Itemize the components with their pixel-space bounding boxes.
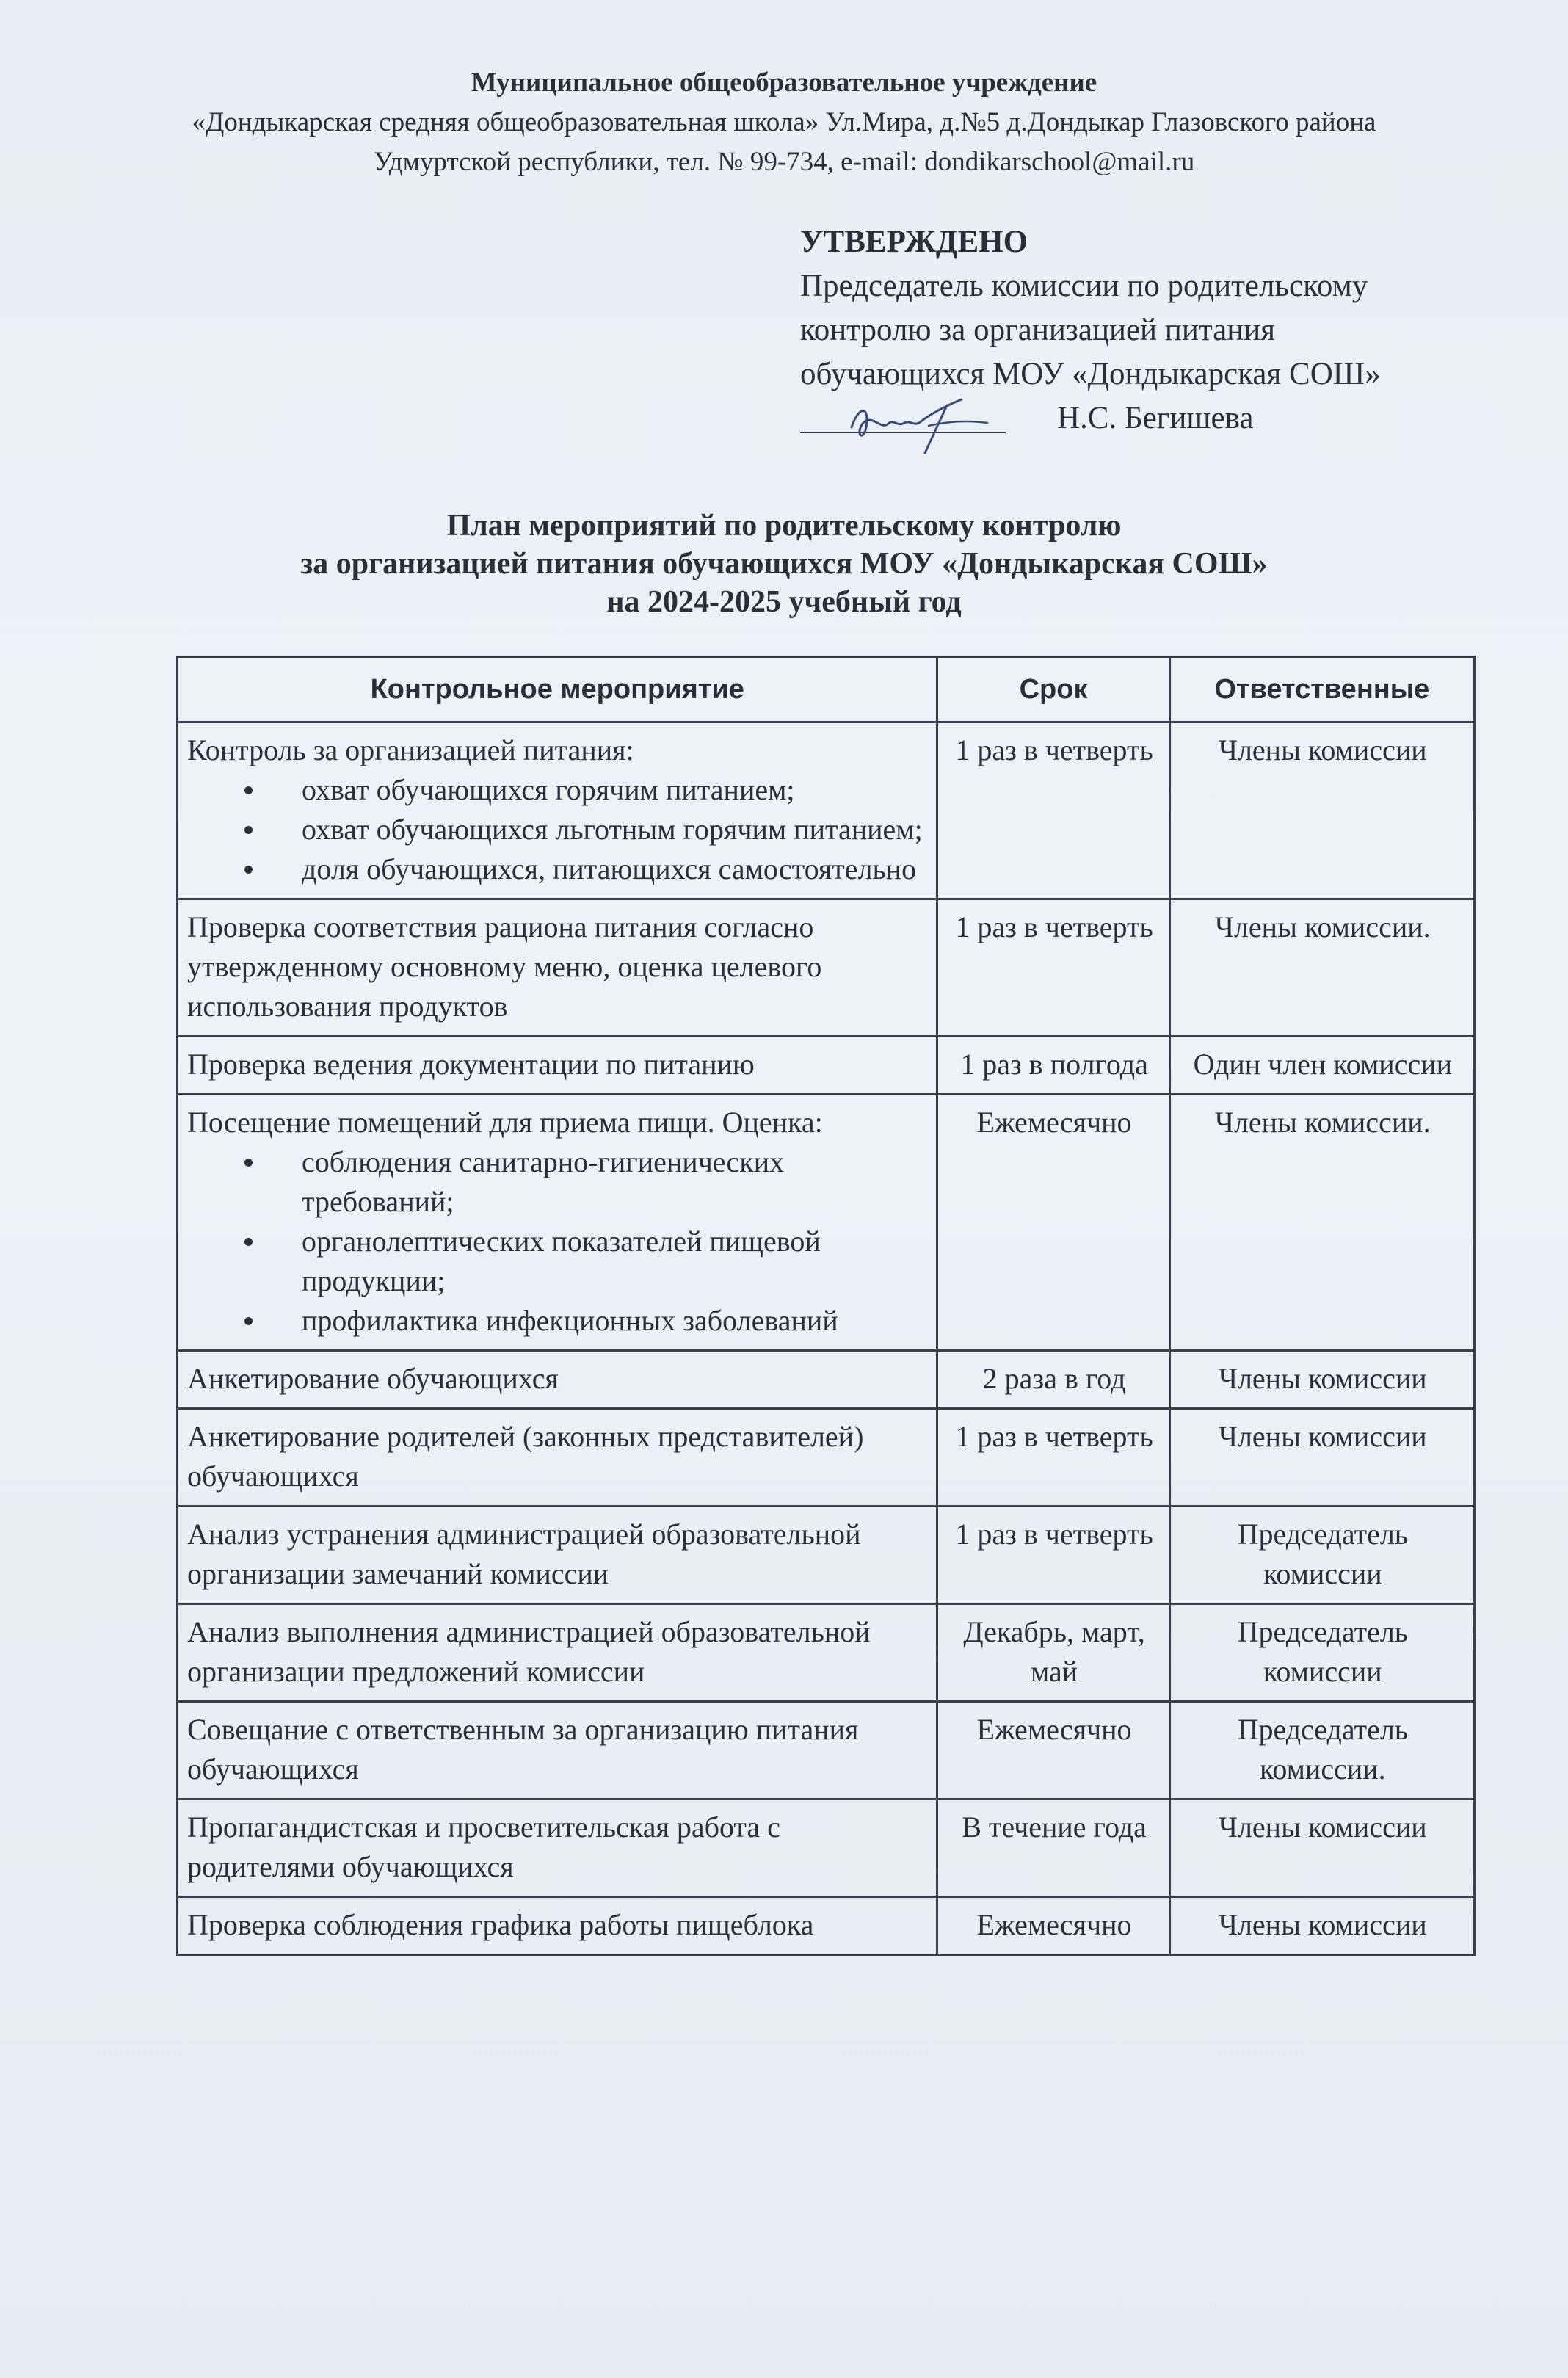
table-row [178, 1507, 1475, 1604]
table-header-row [178, 657, 1475, 722]
responsible-cell: Председатель комиссии [1169, 1604, 1474, 1702]
table-row [178, 1702, 1475, 1799]
table-row [178, 1799, 1475, 1897]
term-cell: 2 раза в год [937, 1351, 1169, 1409]
responsible-cell: Председатель комиссии [1169, 1507, 1474, 1604]
responsible-cell: Члены комиссии [1169, 1897, 1474, 1955]
activity-cell [178, 1095, 937, 1351]
responsible-cell: Один член комиссии [1169, 1037, 1474, 1095]
term-cell: Декабрь, март, май [937, 1604, 1169, 1702]
table-row [178, 1351, 1475, 1409]
activity-cell: Проверка соответствия рациона питания согласно утвержденному основному меню, оценка целевого использования продуктов [178, 899, 937, 1037]
table-row [178, 1897, 1475, 1955]
column-header-term: Срок [937, 657, 1169, 722]
letterhead [0, 63, 1568, 182]
activity-cell [178, 722, 937, 899]
activity-cell: Анкетирование родителей (законных представителей) обучающихся [178, 1409, 937, 1507]
plan-table [176, 656, 1476, 1956]
term-cell: 1 раз в четверть [937, 899, 1169, 1037]
approval-line: контролю за организацией питания [800, 313, 1276, 347]
term-cell: 1 раз в четверть [937, 1409, 1169, 1507]
approval-line: обучающихся МОУ «Дондыкарская СОШ» [800, 357, 1381, 391]
table-row [178, 722, 1475, 899]
table-row [178, 1604, 1475, 1702]
term-cell: 1 раз в полгода [937, 1037, 1169, 1095]
term-cell: Ежемесячно [937, 1702, 1169, 1799]
table-row [178, 899, 1475, 1037]
org-name: Муниципальное общеобразовательное учреждение [471, 68, 1097, 98]
term-cell: 1 раз в четверть [937, 1507, 1169, 1604]
table-row [178, 1409, 1475, 1507]
activity-cell: Анализ устранения администрацией образовательной организации замечаний комиссии [178, 1507, 937, 1604]
approval-title: УТВЕРЖДЕНО [800, 225, 1028, 259]
responsible-cell: Члены комиссии [1169, 1351, 1474, 1409]
bullet-list [187, 770, 929, 889]
table-row [178, 1037, 1475, 1095]
signer-name: Н.С. Бегишева [1057, 401, 1254, 435]
list-item: доля обучающихся, питающихся самостоятельно [290, 849, 929, 889]
responsible-cell: Члены комиссии. [1169, 1095, 1474, 1351]
signature-row [800, 396, 1505, 441]
activity-cell: Совещание с ответственным за организацию питания обучающихся [178, 1702, 937, 1799]
term-cell: В течение года [937, 1799, 1169, 1897]
list-item: охват обучающихся льготным горячим питанием; [290, 810, 929, 849]
activity-cell: Анализ выполнения администрацией образовательной организации предложений комиссии [178, 1604, 937, 1702]
list-item: профилактика инфекционных заболеваний [290, 1301, 929, 1341]
activity-text: Контроль за организацией питания: [187, 733, 634, 766]
table-row [178, 1095, 1475, 1351]
column-header-responsible: Ответственные [1169, 657, 1474, 722]
plan-title-line: План мероприятий по родительскому контролю [446, 509, 1122, 543]
list-item: охват обучающихся горячим питанием; [290, 770, 929, 810]
list-item: органолептических показателей пищевой продукции; [290, 1222, 929, 1301]
plan-title [0, 507, 1568, 621]
org-contacts: Удмуртской республики, тел. № 99-734, e-mail: dondikarschool@mail.ru [373, 147, 1195, 177]
org-address: «Дондыкарская средняя общеобразовательная школа» Ул.Мира, д.№5 д.Дондыкар Глазовского района [192, 107, 1376, 137]
column-header-activity: Контрольное мероприятие [178, 657, 937, 722]
responsible-cell: Члены комиссии [1169, 722, 1474, 899]
activity-cell: Пропагандистская и просветительская работа с родителями обучающихся [178, 1799, 937, 1897]
list-item: соблюдения санитарно-гигиенических требований; [290, 1142, 929, 1222]
term-cell: Ежемесячно [937, 1095, 1169, 1351]
activity-cell: Проверка ведения документации по питанию [178, 1037, 937, 1095]
responsible-cell: Члены комиссии [1169, 1799, 1474, 1897]
approval-line: Председатель комиссии по родительскому [800, 269, 1368, 303]
activity-cell: Анкетирование обучающихся [178, 1351, 937, 1409]
term-cell: Ежемесячно [937, 1897, 1169, 1955]
activity-cell: Проверка соблюдения графика работы пищеблока [178, 1897, 937, 1955]
term-cell: 1 раз в четверть [937, 722, 1169, 899]
plan-title-line: за организацией питания обучающихся МОУ «Дондыкарская СОШ» [300, 547, 1268, 581]
activity-text: Посещение помещений для приема пищи. Оценка: [187, 1106, 823, 1139]
plan-title-line: на 2024-2025 учебный год [606, 585, 962, 619]
signature-mark [837, 391, 1006, 457]
approval-block [800, 220, 1505, 441]
responsible-cell: Члены комиссии [1169, 1409, 1474, 1507]
responsible-cell: Члены комиссии. [1169, 899, 1474, 1037]
responsible-cell: Председатель комиссии. [1169, 1702, 1474, 1799]
bullet-list [187, 1142, 929, 1341]
